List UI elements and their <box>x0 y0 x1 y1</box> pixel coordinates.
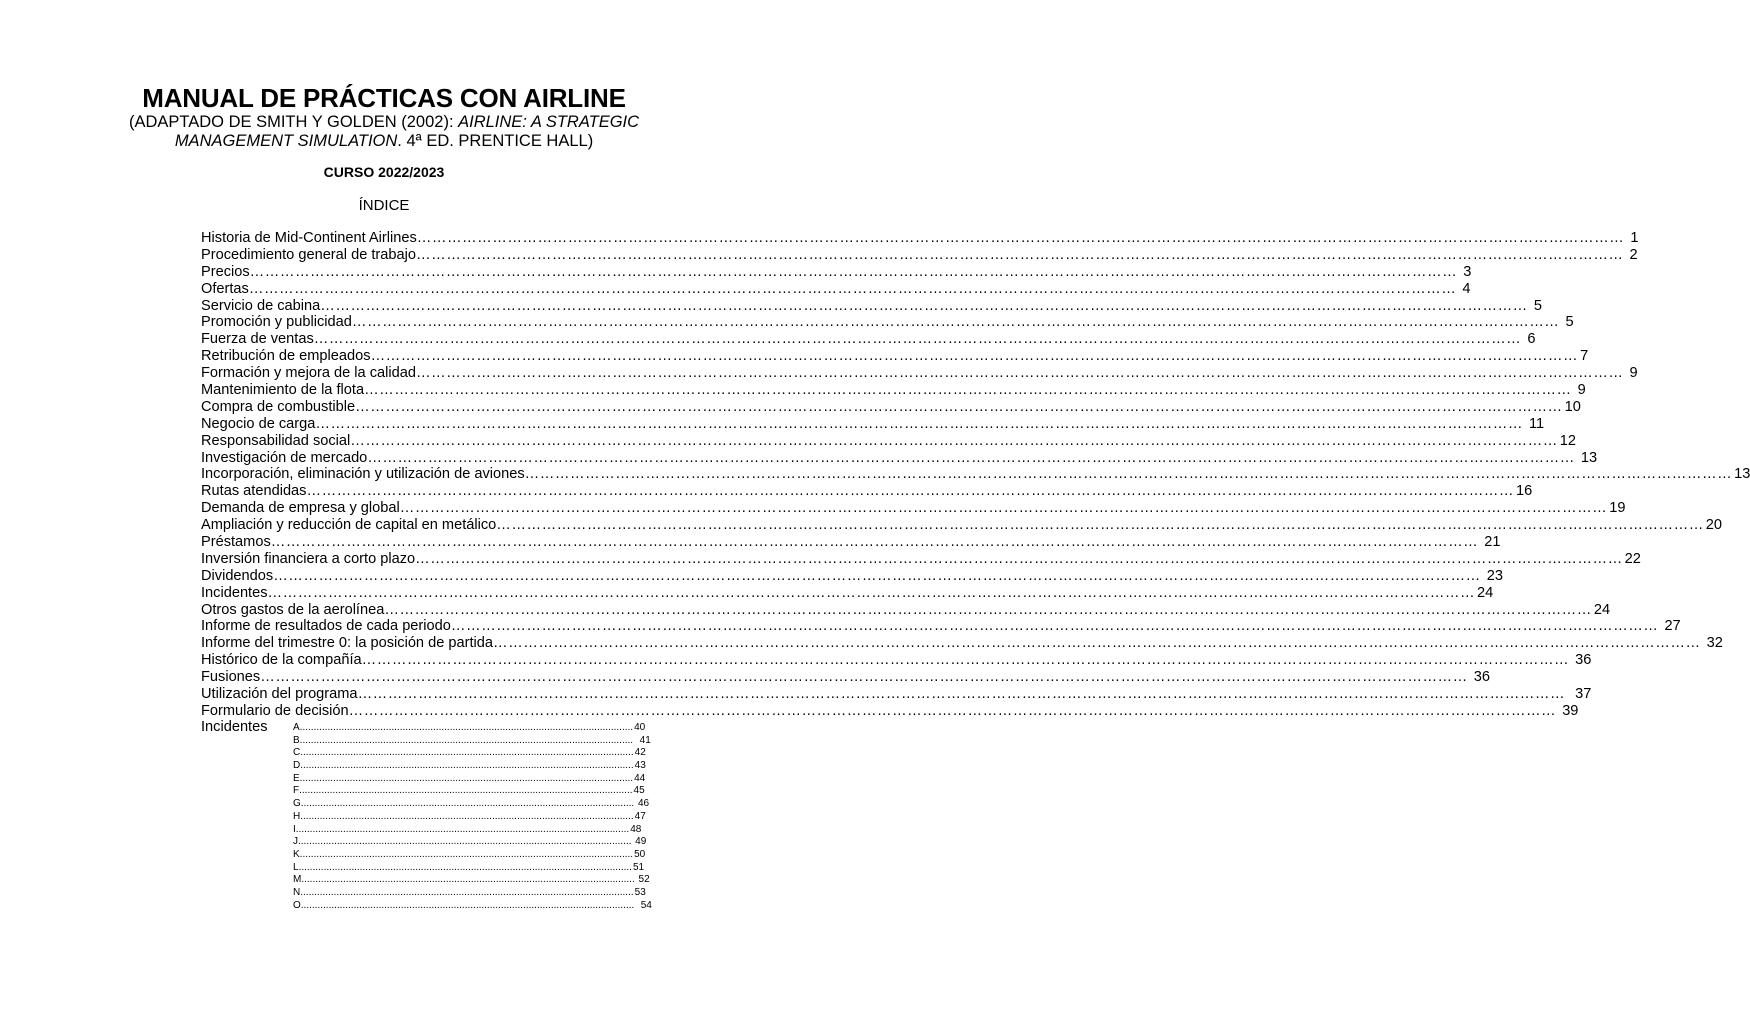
incident-page: 46 <box>635 798 650 810</box>
toc-entry-page: 5 <box>1529 297 1542 314</box>
toc-entry <box>201 702 1579 720</box>
incident-entry <box>293 772 646 786</box>
toc-entry-label: Demanda de empresa y global <box>201 500 400 517</box>
incident-entry <box>293 874 650 887</box>
toc-entry-label: Precios <box>201 263 250 280</box>
incident-leader-dots: ........................................................................................................................ <box>299 734 634 746</box>
incident-leader-dots: ........................................................................................................................ <box>299 848 634 860</box>
toc-entry-page: 4 <box>1458 280 1471 297</box>
toc-entry <box>201 567 1503 585</box>
incident-page: 50 <box>634 848 646 860</box>
incident-leader-dots: ........................................................................................................................ <box>299 722 634 733</box>
table-of-contents <box>201 230 1750 720</box>
toc-entry-label: Incorporación, eliminación y utilización de aviones <box>201 466 525 483</box>
toc-entry <box>201 483 1533 500</box>
toc-leader-dots: …………………………………………………………………………………………………………………………………………………………………………………………………………………… <box>370 348 1579 365</box>
toc-leader-dots: …………………………………………………………………………………………………………………………………………………………………………………………………………………… <box>350 432 1558 449</box>
toc-entry <box>201 246 1638 264</box>
toc-leader-dots: …………………………………………………………………………………………………………………………………………………………………………………………………………………… <box>367 449 1575 466</box>
toc-leader-dots: …………………………………………………………………………………………………………………………………………………………………………………………………………………… <box>306 483 1514 500</box>
toc-entry-label: Compra de combustible <box>201 398 356 415</box>
toc-leader-dots: …………………………………………………………………………………………………………………………………………………………………………………………………………………… <box>399 500 1608 517</box>
toc-leader-dots: …………………………………………………………………………………………………………………………………………………………………………………………………………………… <box>315 415 1523 432</box>
incident-leader-dots: ........................................................................................................................ <box>299 785 633 797</box>
incident-letter: F <box>293 785 300 797</box>
incident-letter: H <box>293 810 301 822</box>
incident-entry <box>293 798 650 811</box>
toc-entry-label: Fuerza de ventas <box>201 331 314 348</box>
toc-leader-dots: …………………………………………………………………………………………………………………………………………………………………………………………………………………… <box>355 398 1563 415</box>
incidents-list <box>293 722 652 912</box>
incident-letter: O <box>293 899 301 911</box>
subtitle-line-1 <box>0 113 768 132</box>
incident-page: 54 <box>635 899 652 911</box>
toc-leader-dots: …………………………………………………………………………………………………………………………………………………………………………………………………………………… <box>416 246 1624 263</box>
incident-page: 40 <box>634 722 646 733</box>
toc-entry <box>201 550 1641 568</box>
incident-leader-dots: ........................................................................................................................ <box>300 899 635 911</box>
incident-page: 48 <box>630 823 642 835</box>
toc-entry-label: Préstamos <box>201 534 271 551</box>
toc-entry-label: Retribución de empleados <box>201 348 371 365</box>
toc-entry-page: 16 <box>1515 483 1533 500</box>
toc-leader-dots: …………………………………………………………………………………………………………………………………………………………………………………………………………………… <box>361 652 1570 669</box>
incident-page: 51 <box>632 861 645 873</box>
incident-entry <box>293 734 651 748</box>
incident-page: 52 <box>635 874 650 886</box>
incident-leader-dots: ........................................................................................................................ <box>301 874 635 886</box>
toc-entry-page: 10 <box>1564 398 1581 415</box>
toc-entry-label: Informe del trimestre 0: la posición de partida <box>201 635 494 652</box>
incident-page: 44 <box>634 772 646 784</box>
toc-entry <box>201 652 1592 669</box>
incident-page: 42 <box>634 747 646 759</box>
toc-entry-page: 21 <box>1480 534 1501 551</box>
toc-entry-label: Servicio de cabina <box>201 297 321 314</box>
toc-entry-label: Procedimiento general de trabajo <box>201 246 416 263</box>
toc-entry <box>201 669 1491 686</box>
toc-leader-dots: …………………………………………………………………………………………………………………………………………………………………………………………………………………… <box>450 618 1659 635</box>
toc-leader-dots: …………………………………………………………………………………………………………………………………………………………………………………………………………………… <box>320 297 1528 314</box>
toc-leader-dots: …………………………………………………………………………………………………………………………………………………………………………………………………………………… <box>313 331 1522 348</box>
incident-entry <box>293 810 646 824</box>
incident-entry <box>293 760 646 773</box>
incidents-label: Incidentes <box>201 719 268 735</box>
incident-letter: G <box>293 798 301 810</box>
toc-entry-page: 3 <box>1459 263 1472 280</box>
toc-leader-dots: …………………………………………………………………………………………………………………………………………………………………………………………………………………… <box>357 686 1566 703</box>
toc-entry-page: 27 <box>1660 618 1681 635</box>
toc-entry-label: Rutas atendidas <box>201 483 307 500</box>
incident-leader-dots: ........................................................................................................................ <box>300 747 634 759</box>
toc-leader-dots: …………………………………………………………………………………………………………………………………………………………………………………………………………………… <box>416 230 1625 246</box>
toc-leader-dots: …………………………………………………………………………………………………………………………………………………………………………………………………………………… <box>496 517 1704 534</box>
toc-entry-label: Utilización del programa <box>201 686 358 703</box>
incident-leader-dots: ........................................................................................................................ <box>299 772 634 784</box>
toc-entry-page: 36 <box>1571 652 1592 669</box>
subtitle-book-title-part-2: MANAGEMENT SIMULATION <box>174 132 398 150</box>
incident-leader-dots: ........................................................................................................................ <box>300 760 634 772</box>
toc-leader-dots: …………………………………………………………………………………………………………………………………………………………………………………………………………………… <box>351 314 1560 331</box>
subtitle-edition: . 4ª ED. PRENTICE HALL) <box>397 132 594 150</box>
toc-entry-page: 36 <box>1469 669 1491 686</box>
incident-letter: E <box>293 772 300 784</box>
toc-entry <box>201 314 1574 331</box>
subtitle-book-title-part-1: AIRLINE: A STRATEGIC <box>458 113 640 131</box>
toc-entry-page: 5 <box>1561 314 1574 331</box>
toc-entry-page: 24 <box>1593 601 1611 618</box>
toc-leader-dots: …………………………………………………………………………………………………………………………………………………………………………………………………………………… <box>249 263 1458 280</box>
toc-entry-label: Histórico de la compañía <box>201 652 362 669</box>
toc-entry-page: 22 <box>1624 550 1641 567</box>
toc-leader-dots: …………………………………………………………………………………………………………………………………………………………………………………………………………………… <box>364 382 1572 399</box>
toc-entry <box>201 382 1586 399</box>
toc-entry-page: 6 <box>1523 331 1536 348</box>
incident-entry <box>293 836 647 849</box>
toc-entry <box>201 449 1598 467</box>
incident-entry <box>293 886 646 900</box>
incident-page: 47 <box>634 810 646 822</box>
toc-entry-label: Fusiones <box>201 669 261 686</box>
incident-letter: L <box>293 861 299 873</box>
toc-entry <box>201 686 1592 703</box>
toc-leader-dots: …………………………………………………………………………………………………………………………………………………………………………………………………………………… <box>248 280 1457 297</box>
toc-entry-page: 7 <box>1580 348 1589 365</box>
toc-entry <box>201 365 1638 382</box>
toc-entry-page: 32 <box>1702 635 1723 652</box>
toc-entry-page: 12 <box>1559 432 1577 449</box>
toc-entry <box>201 618 1681 635</box>
incident-letter: M <box>293 874 302 886</box>
incident-letter: C <box>293 747 301 759</box>
incident-entry <box>293 899 652 913</box>
incident-leader-dots: ........................................................................................................................ <box>300 810 634 822</box>
toc-entry <box>201 230 1639 247</box>
toc-entry-page: 9 <box>1625 365 1638 382</box>
incident-entry <box>293 785 645 798</box>
toc-leader-dots: …………………………………………………………………………………………………………………………………………………………………………………………………………………… <box>415 365 1624 382</box>
incident-letter: B <box>293 734 300 746</box>
toc-entry <box>201 280 1471 298</box>
toc-entry-label: Dividendos <box>201 567 274 584</box>
incident-page: 53 <box>634 886 646 898</box>
incident-letter: N <box>293 886 301 898</box>
incident-entry <box>293 823 642 837</box>
toc-entry-page: 9 <box>1573 382 1586 399</box>
toc-leader-dots: …………………………………………………………………………………………………………………………………………………………………………………………………………………… <box>493 635 1701 652</box>
toc-leader-dots: …………………………………………………………………………………………………………………………………………………………………………………………………………………… <box>384 601 1592 618</box>
toc-entry-page: 13 <box>1734 466 1750 483</box>
toc-entry-label: Ampliación y reducción de capital en metálico <box>201 517 497 534</box>
incident-page: 41 <box>634 734 651 746</box>
incident-leader-dots: ........................................................................................................................ <box>300 798 635 810</box>
incident-page: 49 <box>632 836 647 848</box>
toc-leader-dots: …………………………………………………………………………………………………………………………………………………………………………………………………………………… <box>348 702 1557 719</box>
toc-entry-label: Otros gastos de la aerolínea <box>201 601 385 618</box>
toc-entry <box>201 415 1545 433</box>
toc-leader-dots: …………………………………………………………………………………………………………………………………………………………………………………………………………………… <box>267 584 1476 601</box>
toc-entry <box>201 500 1626 517</box>
toc-entry <box>201 263 1472 281</box>
incident-page: 45 <box>633 785 645 797</box>
incident-leader-dots: ........................................................................................................................ <box>298 861 632 873</box>
toc-entry <box>201 297 1542 315</box>
toc-entry-label: Negocio de carga <box>201 415 316 432</box>
toc-entry-label: Promoción y publicidad <box>201 314 352 331</box>
toc-entry-page: 2 <box>1625 246 1638 263</box>
incident-letter: D <box>293 760 301 772</box>
incident-letter: I <box>293 823 296 835</box>
toc-leader-dots: …………………………………………………………………………………………………………………………………………………………………………………………………………………… <box>273 567 1481 584</box>
toc-entry <box>201 398 1581 416</box>
toc-entry <box>201 348 1589 365</box>
toc-entry-label: Investigación de mercado <box>201 449 368 466</box>
course-year: CURSO 2022/2023 <box>323 164 445 180</box>
toc-entry <box>201 534 1501 551</box>
toc-entry <box>201 466 1750 483</box>
incident-entry <box>293 861 645 875</box>
toc-entry <box>201 517 1723 534</box>
toc-entry <box>201 432 1577 450</box>
toc-entry-page: 37 <box>1567 686 1592 703</box>
toc-entry-label: Historia de Mid-Continent Airlines <box>201 230 417 246</box>
incident-letter: K <box>293 848 300 860</box>
toc-leader-dots: …………………………………………………………………………………………………………………………………………………………………………………………………………………… <box>415 550 1623 567</box>
toc-entry-label: Ofertas <box>201 280 249 297</box>
incident-letter: J <box>293 836 298 848</box>
toc-entry-label: Inversión financiera a corto plazo <box>201 550 416 567</box>
subtitle-source: (ADAPTADO DE SMITH Y GOLDEN (2002): <box>128 113 459 131</box>
toc-entry-label: Formación y mejora de la calidad <box>201 365 416 382</box>
toc-entry-page: 24 <box>1477 584 1494 601</box>
toc-entry-page: 1 <box>1626 230 1639 246</box>
toc-entry-page: 39 <box>1558 702 1579 719</box>
toc-leader-dots: …………………………………………………………………………………………………………………………………………………………………………………………………………………… <box>260 669 1468 686</box>
incident-leader-dots: ........................................................................................................................ <box>300 886 634 898</box>
toc-leader-dots: …………………………………………………………………………………………………………………………………………………………………………………………………………………… <box>524 466 1733 483</box>
toc-entry-page: 19 <box>1609 500 1626 517</box>
document-subtitle <box>0 113 768 151</box>
incident-entry <box>293 722 646 735</box>
toc-entry <box>201 635 1723 652</box>
toc-entry-label: Formulario de decisión <box>201 702 349 719</box>
toc-entry-label: Mantenimiento de la flota <box>201 382 365 399</box>
subtitle-line-2 <box>0 132 768 151</box>
toc-entry <box>201 331 1536 348</box>
incident-page: 43 <box>634 760 646 772</box>
incident-leader-dots: ........................................................................................................................ <box>295 823 630 835</box>
toc-entry-page: 20 <box>1705 517 1723 534</box>
incident-letter: A <box>293 722 300 733</box>
incident-entry <box>293 747 646 760</box>
index-heading: ÍNDICE <box>358 197 410 214</box>
toc-entry-page: 13 <box>1576 449 1598 466</box>
toc-leader-dots: …………………………………………………………………………………………………………………………………………………………………………………………………………………… <box>270 534 1479 551</box>
toc-entry <box>201 584 1494 602</box>
incident-entry <box>293 848 646 862</box>
toc-entry-label: Incidentes <box>201 584 268 601</box>
toc-entry-label: Informe de resultados de cada periodo <box>201 618 451 635</box>
toc-entry-page: 11 <box>1524 415 1545 432</box>
toc-entry-page: 23 <box>1482 567 1503 584</box>
toc-entry <box>201 601 1611 619</box>
toc-entry-label: Responsabilidad social <box>201 432 351 449</box>
incident-leader-dots: ........................................................................................................................ <box>298 836 632 848</box>
document-title: MANUAL DE PRÁCTICAS CON AIRLINE <box>142 83 626 113</box>
